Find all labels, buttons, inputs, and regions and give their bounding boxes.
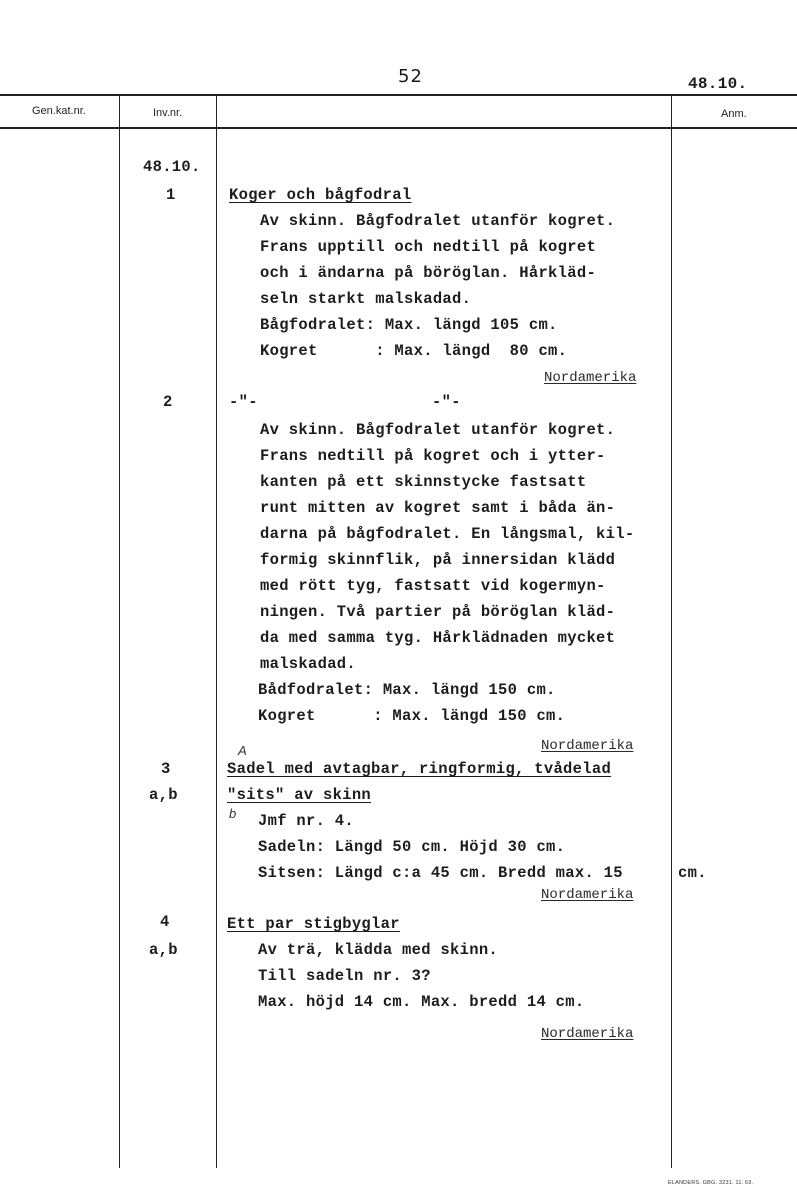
col-anm: Anm. — [721, 108, 747, 120]
printer-mark: ELANDERS. GBG. 3231. 11. 63. — [668, 1180, 754, 1186]
entry-1-line-6: Kogret : Max. längd 80 cm. — [260, 342, 568, 360]
col-gen-kat-nr: Gen.kat.nr. — [32, 105, 86, 117]
entry-1-region: Nordamerika — [544, 370, 637, 386]
entry-1-line-2: Frans upptill och nedtill på kogret — [260, 238, 597, 256]
entry-2-line-2: Frans nedtill på kogret och i ytter- — [260, 447, 606, 465]
entry-2-line-4: runt mitten av kogret samt i båda än- — [260, 499, 616, 517]
entry-2-region: Nordamerika — [541, 738, 634, 754]
entry-3-subnumber: a,b — [149, 786, 178, 804]
entry-2-line-1: Av skinn. Bågfodralet utanför kogret. — [260, 421, 616, 439]
entry-2-line-11: Bådfodralet: Max. längd 150 cm. — [258, 681, 556, 699]
entry-1-line-5: Bågfodralet: Max. längd 105 cm. — [260, 316, 558, 334]
entry-2-line-6: formig skinnflik, på innersidan klädd — [260, 551, 616, 569]
entry-3-number: 3 — [161, 760, 171, 778]
entry-4-line-1: Av trä, klädda med skinn. — [258, 941, 499, 959]
entry-4-title: Ett par stigbyglar — [227, 915, 400, 933]
catalog-number: 48.10. — [143, 158, 201, 176]
entry-2-line-3: kanten på ett skinnstycke fastsatt — [260, 473, 587, 491]
entry-4-subnumber: a,b — [149, 941, 178, 959]
series-number: 48.10. — [688, 75, 748, 93]
entry-4-number: 4 — [160, 913, 170, 931]
entry-3-overflow: cm. — [678, 864, 707, 882]
entry-3-title-line-1: Sadel med avtagbar, ringformig, tvådelad — [227, 760, 612, 778]
entry-1-number: 1 — [166, 186, 176, 204]
entry-3-title-line-2: "sits" av skinn — [227, 786, 372, 804]
column-divider-3 — [671, 96, 672, 1168]
entry-4-region: Nordamerika — [541, 1026, 634, 1042]
column-divider-1 — [119, 96, 120, 1168]
entry-2-line-12: Kogret : Max. längd 150 cm. — [258, 707, 566, 725]
entry-3-line-3: Sitsen: Längd c:a 45 cm. Bredd max. 15 — [258, 864, 623, 882]
entry-2-line-5: darna på bågfodralet. En långsmal, kil- — [260, 525, 635, 543]
entry-1-line-1: Av skinn. Bågfodralet utanför kogret. — [260, 212, 616, 230]
entry-2-ditto-left: -"- — [229, 393, 258, 411]
entry-2-line-8: ningen. Två partier på böröglan kläd- — [260, 603, 616, 621]
entry-2-line-10: malskadad. — [260, 655, 357, 673]
entry-3-handwritten-a: A — [238, 743, 247, 758]
entry-2-line-9: da med samma tyg. Hårklädnaden mycket — [260, 629, 616, 647]
entry-1-title: Koger och bågfodral — [229, 186, 412, 204]
entry-3-region: Nordamerika — [541, 887, 634, 903]
entry-4-line-3: Max. höjd 14 cm. Max. bredd 14 cm. — [258, 993, 585, 1011]
entry-3-line-2: Sadeln: Längd 50 cm. Höjd 30 cm. — [258, 838, 566, 856]
entry-3-line-1: Jmf nr. 4. — [258, 812, 355, 830]
entry-2-ditto-right: -"- — [432, 393, 461, 411]
entry-2-number: 2 — [163, 393, 173, 411]
column-divider-2 — [216, 96, 217, 1168]
col-inv-nr: Inv.nr. — [153, 107, 183, 119]
entry-3-handwritten-b: b — [229, 806, 237, 821]
entry-4-line-2: Till sadeln nr. 3? — [258, 967, 431, 985]
entry-2-line-7: med rött tyg, fastsatt vid kogermyn- — [260, 577, 606, 595]
page-number: 52 — [398, 66, 423, 87]
entry-1-line-3: och i ändarna på böröglan. Hårkläd- — [260, 264, 597, 282]
entry-1-line-4: seln starkt malskadad. — [260, 290, 472, 308]
